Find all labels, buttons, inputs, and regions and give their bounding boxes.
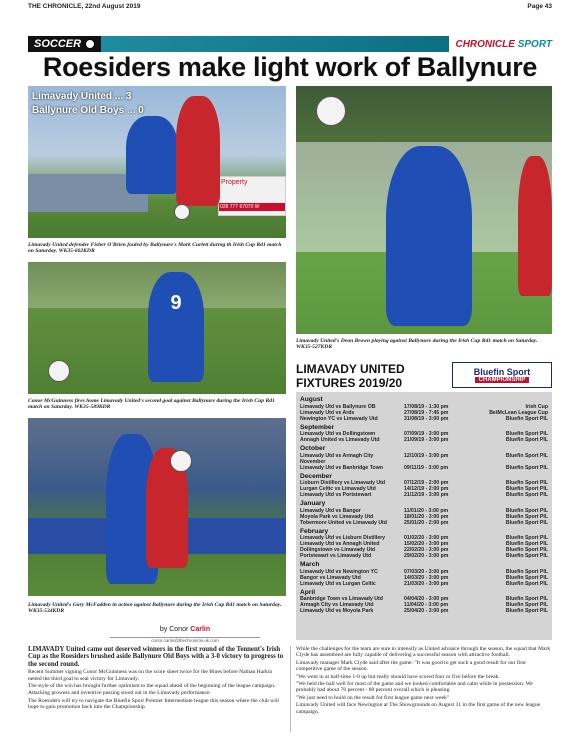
fixture-row: [300, 608, 548, 614]
fixture-match: Newington YC vs Limavady Utd: [300, 415, 378, 422]
football-icon: [85, 39, 95, 49]
sponsor-logo: [452, 362, 552, 388]
fixture-competition: Bluefin Sport PIL: [505, 553, 548, 559]
fixture-date: 14/03/20 - 3:00 pm: [404, 574, 449, 581]
fixture-date: 07/12/19 - 2:00 pm: [404, 480, 449, 486]
fixture-competition: Bluefin Sport PIL: [505, 507, 548, 514]
fixture-row: [300, 520, 548, 526]
fixture-match: Limavady Utd vs Lisburn Distillery: [300, 535, 386, 541]
fixture-match: Armagh City vs Limavady Utd: [300, 602, 374, 608]
fixture-competition: Bluefin Sport PIL: [505, 480, 548, 486]
fixture-date: 09/11/19 - 3:00 pm: [404, 464, 449, 471]
fixture-competition: Bluefin Sport PIL: [505, 452, 548, 459]
score-overlay: [32, 90, 144, 118]
fixture-competition: Bluefin Sport PIL: [505, 602, 548, 608]
fixture-competition: Irish Cup: [525, 403, 548, 410]
ad-board-phone: 028 777 67070 W: [219, 203, 285, 211]
fixture-competition: Bluefin Sport PIL: [505, 608, 548, 614]
headline: Roesiders make light work of Ballynure: [42, 52, 538, 82]
player-blue: [386, 146, 472, 326]
fixture-row: [300, 581, 548, 587]
fixture-row: [300, 437, 548, 443]
fixture-match: Bangor vs Limavady Utd: [300, 574, 361, 581]
brand-logo: [455, 39, 552, 50]
football-icon: [316, 96, 346, 126]
fixtures-month: September: [300, 423, 335, 431]
fixture-competition: Bluefin Sport PIL: [505, 596, 548, 602]
fixture-date: 18/01/20 - 3:00 pm: [404, 513, 449, 520]
fixtures-month: August: [300, 396, 323, 403]
article-paragraph: Limavady United will face Newington at The Showgrounds on August 31 in the first game of the new league campaign.: [296, 702, 541, 715]
fixture-date: 25/01/20 - 2:00 pm: [404, 519, 449, 526]
section-label: SOCCER: [34, 38, 82, 50]
byline-surname: Carlin: [190, 626, 211, 633]
ad-board-text: Property: [221, 179, 248, 186]
fixture-date: 22/02/20 - 3:00 pm: [404, 547, 449, 553]
caption-photo-2: Conor McGuinness fires home Limavady United's second goal against Ballynure during the Irish Cup Rd1 match on Saturday. WK35-589KDR: [28, 398, 275, 411]
fixture-competition: BetMcLean League Cup: [489, 409, 548, 416]
football-icon: [170, 450, 192, 472]
fixture-competition: Bluefin Sport PIL: [505, 568, 548, 575]
fixtures-title-line2: FIXTURES 2019/20: [296, 376, 403, 390]
fixture-row: [300, 465, 548, 471]
photo-mcfadden-action: [28, 418, 286, 596]
fixture-match: Moyola Park vs Limavady Utd: [300, 513, 374, 520]
fixtures-month: February: [300, 527, 329, 535]
fixtures-month: October: [300, 445, 326, 452]
player-number-9: [148, 272, 204, 382]
article-paragraph: Recent Summer signing Conor McGuinness was on the score sheet twice for the Blues before Nathan Harkin netted the third goal to seal victory for Limavady.: [28, 669, 273, 682]
ad-board: [218, 176, 286, 216]
article-paragraph: Limavady manager Mark Clyde said after the game: "It was good to get such a good result for our first competitive game of the season.: [296, 659, 526, 673]
fixture-match: Limavady Utd vs Banbridge Town: [300, 464, 383, 471]
fixture-date: 12/10/19 - 3:00 pm: [404, 452, 449, 459]
fixture-match: Portstewart vs Limavady Utd: [300, 553, 372, 559]
byline: [110, 626, 260, 638]
fixtures-month: April: [300, 588, 316, 596]
fixtures-month: March: [300, 561, 320, 568]
fixture-date: 15/02/20 - 3:00 pm: [404, 541, 449, 547]
fixture-date: 27/08/19 - 7:45 pm: [404, 409, 449, 416]
article-paragraph: "We went in at half-time 1-0 up but really should have scored four or five before the break.: [296, 673, 500, 680]
section-rule: [101, 36, 449, 52]
photo-obrien-fouled: [28, 86, 286, 238]
fixture-date: 07/03/20 - 3:00 pm: [404, 568, 449, 575]
fixtures-month: December: [300, 472, 332, 480]
fixture-date: 14/12/19 - 2:00 pm: [404, 486, 449, 492]
player-red: [518, 156, 552, 296]
article-paragraph: Attacking prowess and inventive passing stood out in the Limavady performance.: [28, 690, 211, 697]
fixture-date: 11/01/20 - 3:00 pm: [404, 507, 449, 514]
byline-by: by: [159, 626, 168, 633]
player-blue: [126, 116, 178, 194]
page-number: Page 43: [527, 3, 552, 10]
fixture-date: 29/02/20 - 3:00 pm: [404, 553, 449, 559]
caption-photo-1: Limavady United defender Fisher O'Brien fouled by Ballynure's Mark Curlett during th Irish Cup Rd1 match on Saturday. WK35-602KDR: [28, 242, 282, 255]
article-column-left: [28, 646, 286, 732]
fixture-date: 07/09/19 - 3:00 pm: [404, 431, 449, 437]
football-icon: [48, 360, 70, 382]
fixture-date: 21/12/19 - 3:00 pm: [404, 492, 449, 498]
fixture-match: Limavady Utd vs Bangor: [300, 507, 361, 514]
fixture-date: 21/09/19 - 3:00 pm: [404, 437, 449, 443]
brand-logo-b: SPORT: [517, 38, 552, 50]
fixture-match: Limavady Utd vs Dollingstown: [300, 431, 376, 437]
fixture-date: 31/08/19 - 3:00 pm: [404, 415, 449, 422]
fixtures-table: [296, 392, 552, 640]
fixture-competition: Bluefin Sport PIL: [505, 486, 548, 492]
fixture-competition: Bluefin Sport PIL: [505, 580, 548, 587]
caption-photo-3: Limavady United's Gary McFadden in action against Ballynure during the Irish Cup Rd1 match on Saturday. WK35-534KDR: [28, 602, 282, 615]
fixture-match: Limavady Utd vs Annagh United: [300, 541, 380, 547]
byline-email: conor.carlin@thechronicle.uk.com: [151, 638, 219, 643]
article-paragraph: "We held the ball well for most of the game and we looked comfortable and calm while in possession. We probably had about 70 percent - 80 percent overall which is pleasing.: [296, 681, 533, 694]
fixture-match: Limavady Utd vs Moyola Park: [300, 608, 374, 614]
article-paragraph: LIMAVADY United came out deserved winners in the first round of the Tennent's Irish Cup as the Roesiders brushed aside Ballynure Old Boys with a 3-0 victory to progress to the second round.: [28, 646, 284, 668]
fixture-match: Limavady Utd vs Newington YC: [300, 568, 378, 575]
fixture-competition: Bluefin Sport PIL: [505, 574, 548, 581]
fixture-date: 04/04/20 - 3:00 pm: [404, 596, 449, 602]
fixture-row: [300, 416, 548, 422]
fixture-match: Lisburn Distillery vs Limavady Utd: [300, 480, 386, 486]
fixtures-month: January: [300, 500, 326, 507]
fixture-competition: Bluefin Sport PIL: [505, 464, 548, 471]
football-icon: [174, 204, 190, 220]
section-bar: [28, 36, 552, 52]
photo-dean-brown: [296, 86, 552, 334]
fixture-competition: Bluefin Sport PIL: [505, 547, 548, 553]
fixture-competition: Bluefin Sport PIL: [505, 492, 548, 498]
byline-first-name: Conor: [169, 626, 189, 633]
fixture-row: [300, 492, 548, 498]
fixture-competition: Bluefin Sport PIL: [505, 535, 548, 541]
shirt-number: 9: [170, 292, 182, 314]
fixture-date: 21/03/20 - 3:00 pm: [404, 580, 449, 587]
fixture-row: [300, 553, 548, 559]
fixture-competition: Bluefin Sport PIL: [505, 415, 548, 422]
article-paragraph: The Roesiders will try to navigate the Bluefin Sport Premier Intermediate league this season where the club will hope to gain promotion back into the Championship.: [28, 697, 279, 711]
fixture-date: 11/04/20 - 3:00 pm: [404, 602, 449, 608]
article-column-right: [296, 646, 552, 732]
fixture-date: 17/08/19 - 1:30 pm: [404, 403, 449, 410]
publication-date: THE CHRONICLE, 22nd August 2019: [28, 3, 141, 10]
fixture-match: November: [300, 458, 326, 465]
score-away: Ballynure Old Boys ... 0: [32, 105, 144, 116]
player-red: [176, 96, 220, 206]
caption-photo-4: Limavady United's Dean Brown playing against Ballynure during the Irish Cup Rd1 match on Saturday. WK35-527KDR: [296, 338, 538, 351]
fixture-match: Annagh United vs Limavady Utd: [300, 437, 380, 443]
fixture-match: Limavady Utd vs Armagh City: [300, 452, 374, 459]
sponsor-name: Bluefin Sport: [473, 367, 531, 377]
fixture-date: 25/04/20 - 3:00 pm: [404, 608, 449, 614]
fixtures-title-line1: LIMAVADY UNITED: [296, 362, 405, 376]
column-divider: [290, 646, 291, 732]
fixture-match: Limavady Utd vs Ballynure OB: [300, 403, 376, 410]
page-header: [28, 3, 552, 13]
fixture-date: 01/02/20 - 3:00 pm: [404, 535, 449, 541]
fixture-match: Lurgan Celtic vs Limavady Utd: [300, 486, 376, 492]
fixture-competition: Bluefin Sport PIL: [505, 519, 548, 526]
article-paragraph: The style of the win has brought further optimism to the squad ahead of the beginning of the league campaign.: [28, 683, 276, 690]
photo-mcguinness-goal: [28, 262, 286, 394]
fixture-match: Dollingstown vs Limavady Utd: [300, 547, 376, 553]
fixture-match: Limavady Utd vs Portstewart: [300, 492, 372, 498]
fixture-competition: Bluefin Sport PIL: [505, 431, 548, 437]
article-paragraph: "We just need to build on the result for first league game next week": [296, 694, 450, 701]
fixture-match: Limavady Utd vs Lurgan Celtic: [300, 580, 376, 587]
sponsor-sub: CHAMPIONSHIP: [475, 377, 530, 383]
article-paragraph: While the challenges for the team are sure to intensify as United advance through the season, the squad that Mark Clyde has assembled are fully capable of delivering a successful season with attractive football.: [296, 646, 551, 659]
fixture-competition: Bluefin Sport PIL: [505, 513, 548, 520]
fixture-competition: Bluefin Sport PIL: [505, 541, 548, 547]
fixture-competition: Bluefin Sport PIL: [505, 437, 548, 443]
section-tag: [28, 36, 101, 52]
brand-logo-a: CHRONICLE: [455, 38, 515, 50]
fixture-match: Limavady Utd vs Ards: [300, 409, 355, 416]
score-home: Limavady United ... 3: [32, 91, 132, 102]
fixture-match: Banbridge Town vs Limavady Utd: [300, 596, 383, 602]
fixture-match: Tobermore United vs Limavady Utd: [300, 519, 387, 526]
